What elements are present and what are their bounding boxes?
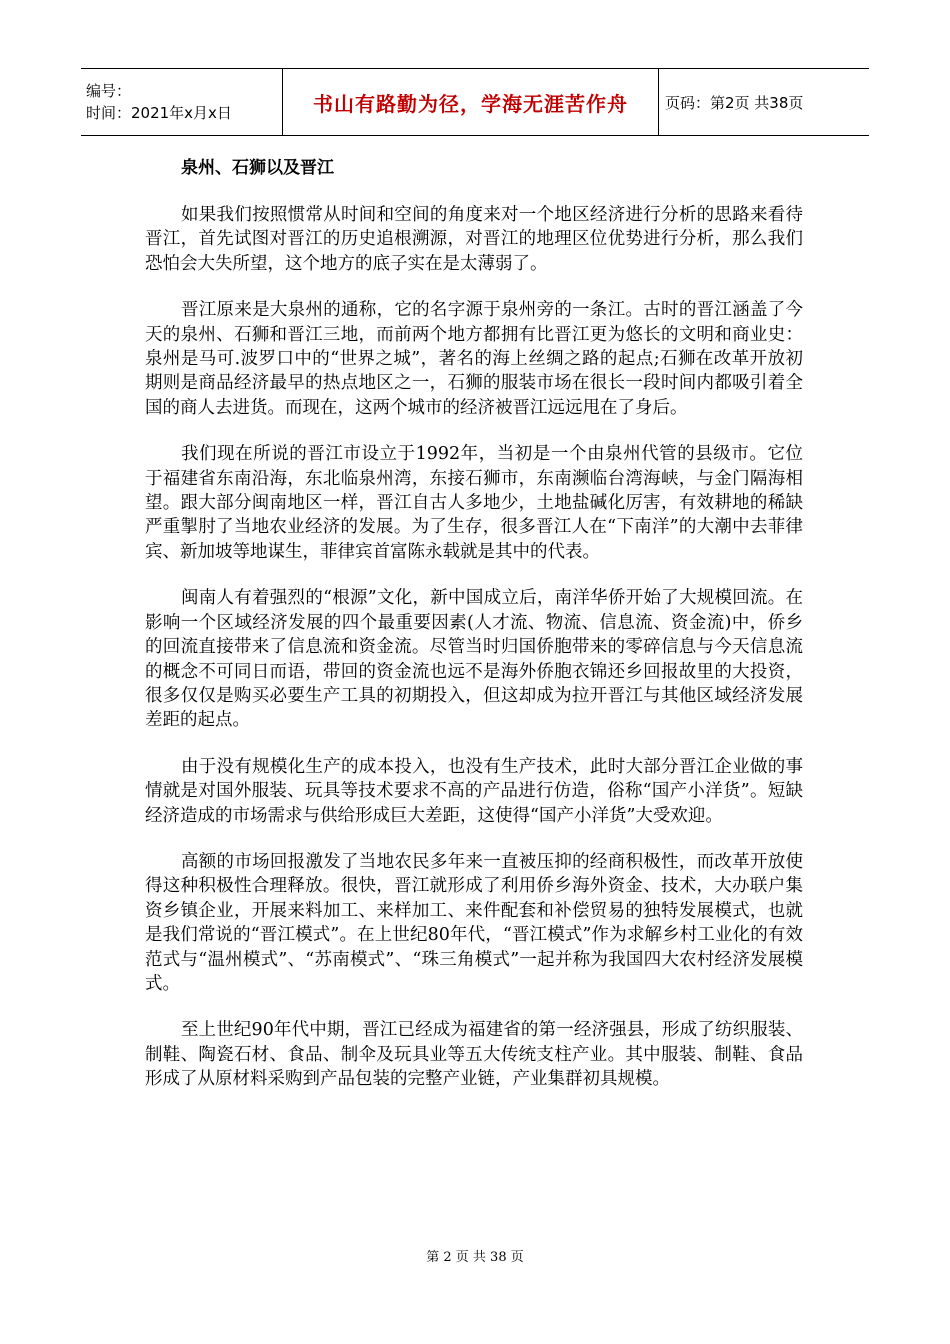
header-time-label: 时间：2021年x月x日: [86, 104, 232, 122]
article-paragraph-4: 闽南人有着强烈的“根源”文化，新中国成立后，南洋华侨开始了大规模回流。在影响一个区域经济发展的四个最重要因素(人才流、物流、信息流、资金流)中，侨乡的回流直接带来了信息流和资金流。尽管当时归国侨胞带来的零碎信息与今天信息流的概念不可同日而语，带回的资金流也远不是海外侨胞衣锦还乡回报故里的大投资，很多仅仅是购买必要生产工具的初期投入，但这却成为拉开晋江与其他区域经济发展差距的起点。: [145, 588, 803, 731]
header-meta: [81, 69, 283, 135]
article-paragraph-1: 如果我们按照惯常从时间和空间的角度来对一个地区经济进行分析的思路来看待晋江，首先试图对晋江的历史追根溯源，对晋江的地理区位优势进行分析，那么我们恐怕会大失所望，这个地方的底子实在是太薄弱了。: [145, 205, 803, 274]
article-paragraph-3: 我们现在所说的晋江市设立于1992年，当初是一个由泉州代管的县级市。它位于福建省东南沿海，东北临泉州湾，东接石狮市，东南濒临台湾海峡，与金门隔海相望。跟大部分闽南地区一样，晋江自古人多地少，土地盐碱化厉害，有效耕地的稀缺严重掣肘了当地农业经济的发展。为了生存，很多晋江人在“下南洋”的大潮中去菲律宾、新加坡等地谋生，菲律宾首富陈永载就是其中的代表。: [145, 444, 803, 562]
article-paragraph-7: 至上世纪90年代中期，晋江已经成为福建省的第一经济强县，形成了纺织服装、制鞋、陶瓷石材、食品、制伞及玩具业等五大传统支柱产业。其中服装、制鞋、食品形成了从原材料采购到产品包装的完整产业链，产业集群初具规模。: [145, 1020, 803, 1090]
article-body: [145, 155, 803, 1114]
page-header: [81, 68, 869, 136]
page-footer: 第 2 页 共 38 页: [426, 1250, 524, 1265]
article-title: 泉州、石狮以及晋江: [181, 158, 334, 178]
header-page-label: 页码：第2页 共38页: [665, 93, 804, 112]
article-paragraph-6: 高额的市场回报激发了当地农民多年来一直被压抑的经商积极性，而改革开放使得这种积极性合理释放。很快，晋江就形成了利用侨乡海外资金、技术，大办联户集资乡镇企业，开展来料加工、来样加工、来件配套和补偿贸易的独特发展模式，也就是我们常说的“晋江模式”。在上世纪80年代，“晋江模式”作为求解乡村工业化的有效范式与“温州模式”、“苏南模式”、“珠三角模式”一起并称为我国四大农村经济发展模式。: [145, 851, 803, 994]
header-number-label: 编号：: [86, 82, 132, 100]
article-paragraph-5: 由于没有规模化生产的成本投入，也没有生产技术，此时大部分晋江企业做的事情就是对国外服装、玩具等技术要求不高的产品进行仿造，俗称“国产小洋货”。短缺经济造成的市场需求与供给形成巨大差距，这使得“国产小洋货”大受欢迎。: [145, 756, 803, 826]
header-motto: 书山有路勤为径，学海无涯苦作舟: [283, 69, 659, 135]
article-paragraph-2: 晋江原来是大泉州的通称，它的名字源于泉州旁的一条江。古时的晋江涵盖了今天的泉州、石狮和晋江三地，而前两个地方都拥有比晋江更为悠长的文明和商业史：泉州是马可.波罗口中的“世界之城”，著名的海上丝绸之路的起点;石狮在改革开放初期则是商品经济最早的热点地区之一，石狮的服装市场在很长一段时间内都吸引着全国的商人去进货。而现在，这两个城市的经济被晋江远远甩在了身后。: [145, 300, 803, 418]
